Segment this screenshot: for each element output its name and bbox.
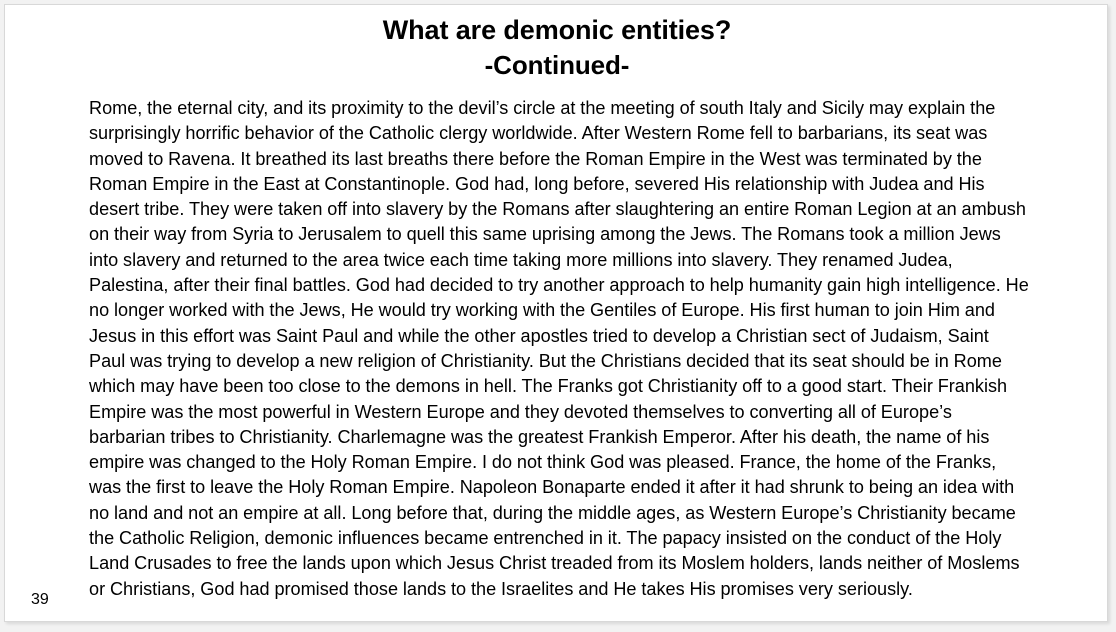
- slide-title: [5, 13, 1108, 82]
- slide-page: [4, 4, 1108, 622]
- title-line-secondary: -Continued-: [484, 50, 630, 80]
- page-number: 39: [31, 591, 49, 608]
- title-line-primary: What are demonic entities?: [382, 15, 732, 45]
- slide-body: [89, 96, 1029, 602]
- body-paragraph: Rome, the eternal city, and its proximity to the devil’s circle at the meeting of south Italy and Sicily may explain the surprisingly horrific behavior of the Catholic clergy worldwide. After Western Rome fell to barbarians, its seat was moved to Ravena. It breathed its last breaths there before the Roman Empire in the West was terminated by the Roman Empire in the East at Constantinople. God had, long before, severed His relationship with Judea and His desert tribe. They were taken off into slavery by the Romans after slaughtering an entire Roman Legion at an ambush on their way from Syria to Jerusalem to quell this same uprising among the Jews. The Romans took a million Jews into slavery and returned to the area twice each time taking more millions into slavery. They renamed Judea, Palestina, after their final battles. God had decided to try another approach to help humanity gain high intelligence. He no longer worked with the Jews, He would try working with the Gentiles of Europe. His first human to join Him and Jesus in this effort was Saint Paul and while the other apostles tried to develop a Christian sect of Judaism, Saint Paul was trying to develop a new religion of Christianity. But the Christians decided that its seat should be in Rome which may have been too close to the demons in hell. The Franks got Christianity off to a good start. Their Frankish Empire was the most powerful in Western Europe and they devoted themselves to converting all of Europe’s barbarian tribes to Christianity. Charlemagne was the greatest Frankish Emperor. After his death, the name of his empire was changed to the Holy Roman Empire. I do not think God was pleased. France, the home of the Franks, was the first to leave the Holy Roman Empire. Napoleon Bonaparte ended it after it had shrunk to being an idea with no land and not an empire at all. Long before that, during the middle ages, as Western Europe’s Christianity became the Catholic Religion, demonic influences became entrenched in it. The papacy insisted on the conduct of the Holy Land Crusades to free the lands upon which Jesus Christ treaded from its Moslem holders, lands neither of Moslems or Christians, God had promised those lands to the Israelites and He takes His promises very seriously.: [89, 98, 1029, 599]
